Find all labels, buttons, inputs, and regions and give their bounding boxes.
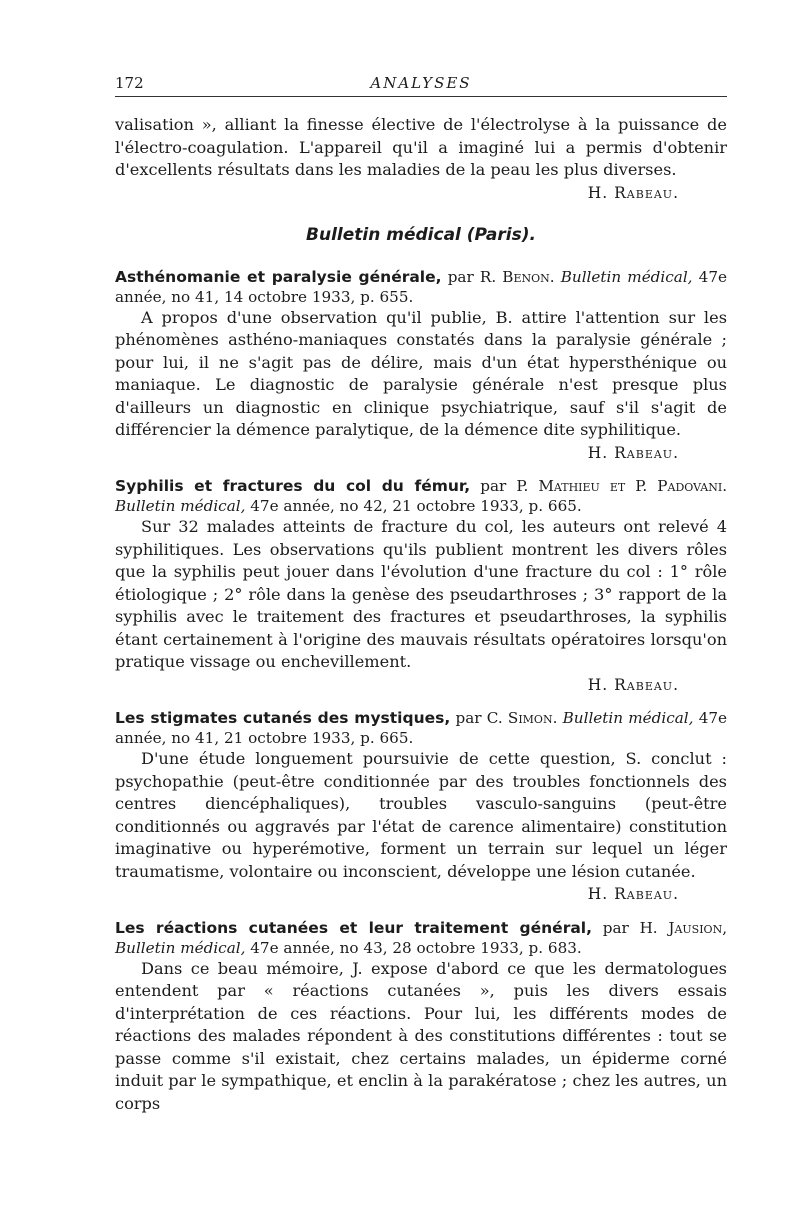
journal-heading: Bulletin médical (Paris).	[306, 225, 536, 245]
article-reference	[115, 476, 727, 516]
article-details: 47e année, no 42, 21 octobre 1933, p. 665.	[250, 497, 582, 515]
article-authors: R. Benon.	[479, 267, 555, 286]
article-2	[115, 476, 727, 696]
article-details: 47e année, no 43, 28 octobre 1933, p. 683.	[250, 938, 582, 957]
article-1	[115, 267, 727, 465]
article-abstract: A propos d'une observation qu'il publie, B. attire l'attention sur les phénomènes asthéno-maniaques constatés dans la paralysie générale ; pour lui, il ne s'agit pas de délire, mais d'un état hypersthénique ou maniaque. Le diagnostic de paralysie générale n'est presque plus d'ailleurs un diagnostic en clinique psychiatrique, sauf s'il s'agit de différencier la démence paralytique, de la démence dite syphilitique.	[115, 307, 727, 439]
page-body	[115, 114, 727, 1115]
article-journal: Bulletin médical,	[562, 709, 694, 727]
running-head: ANALYSES	[370, 74, 472, 92]
article-abstract: Sur 32 malades atteints de fracture du col, les auteurs ont relevé 4 syphilitiques. Les observations qu'ils publient montrent les divers rôles que la syphilis peut jouer dans l'évolution d'une fracture du col : 1° rôle étiologique ; 2° rôle dans la genèse des pseudarthroses ; 3° rapport de la syphilis avec le traitement des fractures et pseudarthroses, la syphilis étant certainement à l'origine des mauvais résultats opératoires lorsqu'on pratique vissage ou enchevillement.	[115, 517, 727, 671]
article-signature: H. Rabeau.	[587, 675, 679, 694]
page-header	[115, 72, 727, 97]
article-by: par	[455, 709, 482, 727]
article-3	[115, 708, 727, 906]
intro-paragraph: valisation », alliant la finesse élective de l'électrolyse à la puissance de l'électro-coagulation. L'appareil qu'il a imaginé lui a permis d'obtenir d'excellents résultats dans les maladies de la peau les plus diverses.	[115, 115, 727, 179]
article-title: Asthénomanie et paralysie générale,	[115, 267, 442, 286]
article-reference	[115, 918, 727, 958]
article-title: Les réactions cutanées et leur traitement général,	[115, 918, 593, 937]
article-details: 47e année, no 41, 14 octobre 1933, p. 655.	[115, 267, 727, 306]
article-signature: H. Rabeau.	[587, 885, 679, 903]
article-abstract: Dans ce beau mémoire, J. expose d'abord ce que les dermatologues entendent par « réactions cutanées », puis les divers essais d'interprétation de ces réactions. Pour lui, les différents modes de réactions des malades répondent à des constitutions différentes : tout se passe comme s'il existait, chez certains malades, un épiderme corné induit par le sympathique, et enclin à la parakératose ; chez les autres, un corps	[115, 958, 727, 1113]
article-by: par	[602, 918, 629, 937]
article-title: Les stigmates cutanés des mystiques,	[115, 709, 451, 727]
article-reference	[115, 267, 727, 307]
article-signature: H. Rabeau.	[587, 443, 679, 462]
article-authors: H. Jausion,	[639, 918, 728, 937]
article-journal: Bulletin médical,	[115, 497, 246, 515]
intro-signature: H. Rabeau.	[587, 183, 679, 202]
article-by: par	[480, 477, 507, 495]
article-journal: Bulletin médical,	[560, 267, 693, 286]
article-abstract: D'une étude longuement poursuivie de cette question, S. conclut : psychopathie (peut-être conditionnée par des troubles fonctionnels des centres diencéphaliques), troubles vasculo-sanguins (peut-être conditionnés ou aggravés par l'état de carence alimentaire) constitution imaginative ou hyperémotive, forment un terrain sur lequel un léger traumatisme, volontaire ou inconscient, développe une lésion cutanée.	[115, 749, 727, 881]
article-reference	[115, 708, 727, 748]
article-title: Syphilis et fractures du col du fémur,	[115, 477, 471, 495]
article-authors: C. Simon.	[486, 709, 558, 727]
article-4	[115, 918, 727, 1116]
page-number: 172	[115, 74, 144, 92]
article-details: 47e année, no 41, 21 octobre 1933, p. 665.	[115, 709, 728, 747]
article-by: par	[447, 267, 474, 286]
article-journal: Bulletin médical,	[115, 938, 246, 957]
article-authors: P. Mathieu et P. Padovani.	[516, 477, 728, 495]
